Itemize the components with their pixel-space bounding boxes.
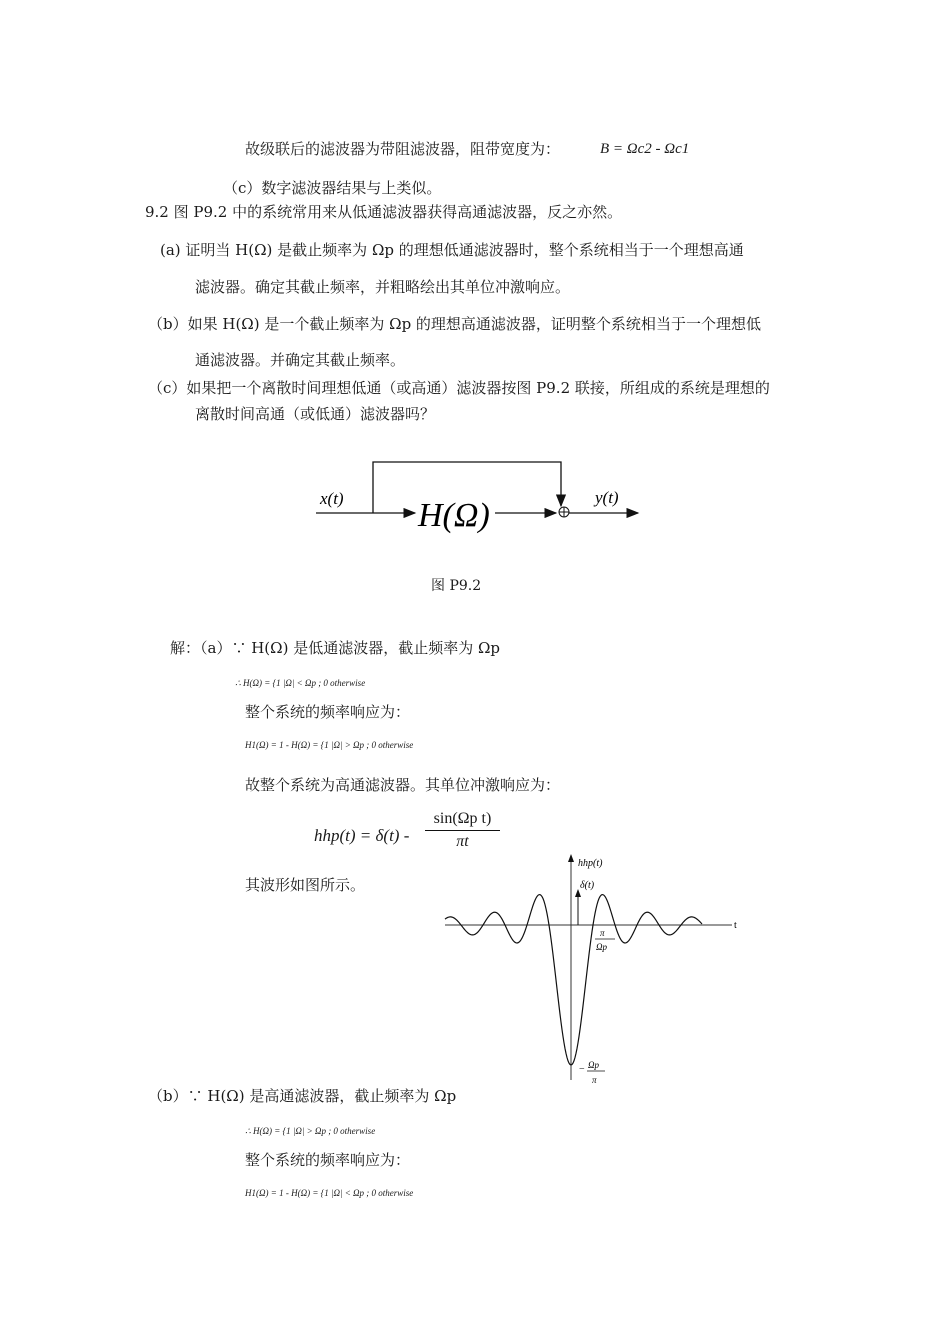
figure-caption: 图 P9.2	[431, 578, 482, 594]
text-line-9: 离散时间高通（或低通）滤波器吗？	[195, 405, 436, 423]
text-line-5: 滤波器。确定其截止频率，并粗略绘出其单位冲激响应。	[195, 278, 571, 296]
solution-b-cases2: H1(Ω) = 1 - H(Ω) = {1 |Ω| < Ωp ; 0 otherwise	[245, 1188, 414, 1198]
delta-label: δ(t)	[580, 880, 595, 891]
text-line-3: 9.2 图 P9.2 中的系统常用来从低通滤波器获得高通滤波器，反之亦然。	[145, 203, 623, 221]
text-l1: 故级联后的滤波器为带阻滤波器，阻带宽度为：	[245, 140, 561, 158]
solution-b-line2: 整个系统的频率响应为：	[245, 1151, 411, 1169]
y-axis-label: hhp(t)	[578, 858, 603, 869]
min-label-numerator: Ωp	[588, 1060, 600, 1070]
solution-a-line3: 故整个系统为高通滤波器。其单位冲激响应为：	[245, 776, 561, 794]
tick-denominator: Ωp	[596, 942, 608, 952]
t-axis-label: t	[734, 920, 737, 931]
solution-a-cases2: H1(Ω) = 1 - H(Ω) = {1 |Ω| > Ωp ; 0 otherwise	[245, 740, 414, 750]
text-line-1	[245, 139, 560, 159]
impulse-response-waveform	[440, 850, 750, 1090]
formula-denominator: πt	[456, 833, 469, 850]
solution-b-line1: （b）∵ H(Ω) 是高通滤波器，截止频率为 Ωp	[148, 1087, 457, 1105]
min-label-denominator: π	[592, 1075, 597, 1085]
solution-a-line1: 解：（a）∵ H(Ω) 是低通滤波器，截止频率为 Ωp	[170, 639, 501, 657]
text-line-4: (a) 证明当 H(Ω) 是截止频率为 Ωp 的理想低通滤波器时，整个系统相当于一个理想高通	[160, 241, 744, 259]
input-label: x(t)	[320, 489, 344, 508]
impulse-formula-lhs: hhp(t) = δ(t) -	[314, 826, 410, 845]
formula-numerator: sin(Ωp t)	[425, 810, 500, 831]
text-line-2: （c）数字滤波器结果与上类似。	[223, 179, 442, 197]
solution-a-line4: 其波形如图所示。	[245, 876, 366, 894]
block-label: H(Ω)	[418, 497, 490, 534]
min-minus-sign: −	[579, 1064, 585, 1075]
solution-a-cases1: ∴ H(Ω) = {1 |Ω| < Ωp ; 0 otherwise	[235, 678, 366, 688]
impulse-formula-fraction	[425, 810, 500, 851]
bandwidth-formula: B = Ωc2 - Ωc1	[600, 141, 690, 157]
solution-b-cases1: ∴ H(Ω) = {1 |Ω| > Ωp ; 0 otherwise	[245, 1126, 376, 1136]
text-line-8: （c）如果把一个离散时间理想低通（或高通）滤波器按图 P9.2 联接，所组成的系统是理想的	[148, 379, 770, 397]
text-line-7: 通滤波器。并确定其截止频率。	[195, 351, 406, 369]
waveform-curve	[445, 895, 702, 1065]
text-line-6: （b）如果 H(Ω) 是一个截止频率为 Ωp 的理想高通滤波器，证明整个系统相当于一个理想低	[148, 315, 761, 333]
solution-a-line2: 整个系统的频率响应为：	[245, 703, 411, 721]
output-label: y(t)	[595, 488, 619, 507]
block-diagram	[310, 450, 650, 550]
tick-numerator: π	[600, 928, 605, 938]
